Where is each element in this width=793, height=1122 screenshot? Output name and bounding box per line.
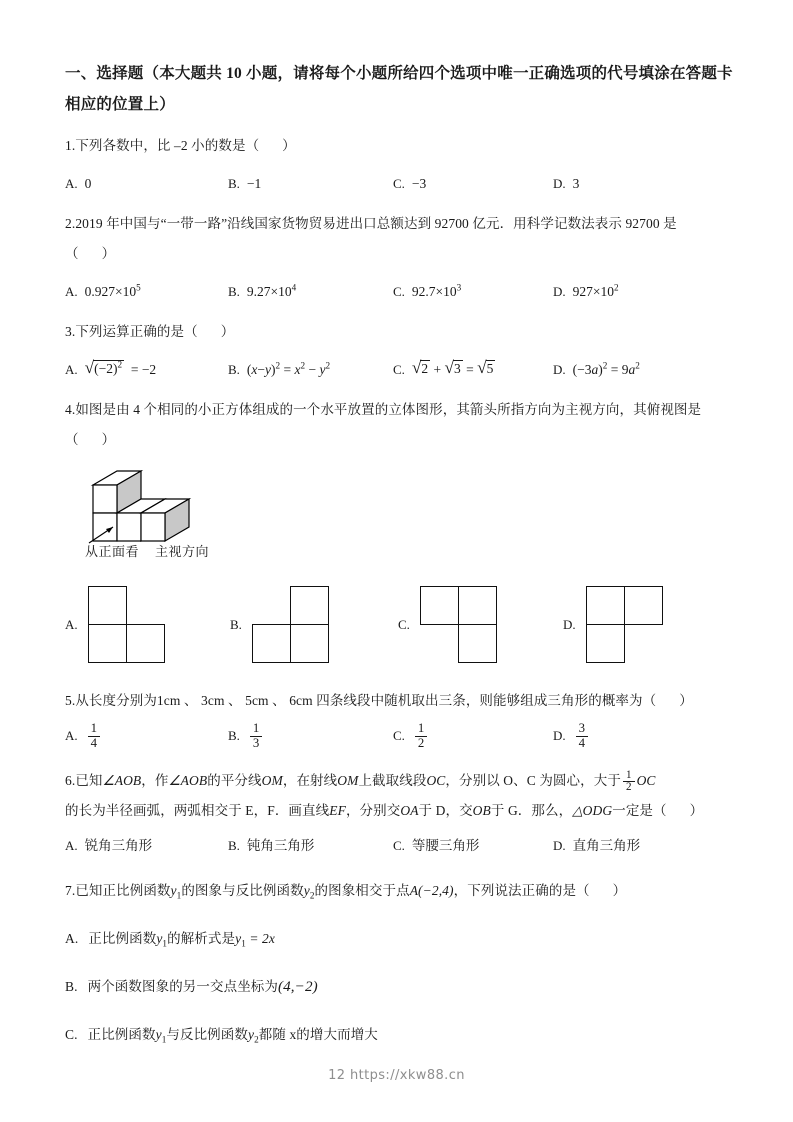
- question-2-text: 2019 年中国与“一带一路”沿线国家货物贸易进出口总额达到 92700 亿元．用科学记数法表示 92700 是: [75, 216, 677, 231]
- option-1-a[interactable]: [65, 170, 228, 198]
- option-4-d-figure: [586, 586, 664, 664]
- q7-y2-sub: 2: [309, 890, 315, 901]
- option-1-d-value: 3: [572, 176, 580, 191]
- question-2-paren-open: （: [65, 246, 79, 261]
- option-2-d-label: D.: [553, 284, 566, 299]
- question-7-stem: [65, 876, 745, 906]
- option-5-d-fraction: [576, 722, 588, 750]
- q6-ob: OB: [472, 803, 491, 818]
- option-2-b-mantissa: 9.27: [246, 284, 271, 299]
- option-1-d[interactable]: [553, 170, 713, 198]
- question-4-figure: [83, 465, 313, 570]
- footer-text: 12 https://xkw88.cn: [328, 1068, 465, 1083]
- question-3-text-end: ）: [220, 324, 235, 339]
- grid-cell-top-right: [290, 586, 329, 625]
- q6-t5: 上截取线段: [358, 773, 427, 788]
- option-6-c[interactable]: [393, 832, 553, 860]
- fraction-numerator: 1: [252, 721, 260, 736]
- fraction-numerator: 1: [625, 768, 632, 781]
- question-4-stem-line2: [65, 425, 745, 455]
- q6-oc-1: OC: [426, 773, 446, 788]
- q6-half-fraction: [623, 770, 635, 794]
- q7-point-a: A(−2,4): [409, 883, 454, 898]
- q6-t1: 已知: [75, 773, 103, 788]
- option-5-d[interactable]: [553, 722, 713, 750]
- q6-om-1: OM: [261, 773, 283, 788]
- question-4-shape-options: [65, 586, 745, 664]
- question-1-text-end: ）: [282, 138, 296, 153]
- question-6-stem-line2: [65, 796, 745, 826]
- option-1-a-value: 0: [84, 176, 92, 191]
- grid-cell-top-left: [420, 586, 459, 625]
- option-5-a[interactable]: [65, 722, 228, 750]
- option-4-a-figure: [88, 586, 166, 664]
- option-3-d-formula: $(-3a)^2 = 9a^2$: [572, 360, 640, 377]
- option-2-a-base: 10: [122, 284, 137, 299]
- option-5-a-label: A.: [65, 728, 78, 743]
- option-1-d-label: D.: [553, 176, 566, 191]
- q7-y2: y: [303, 883, 310, 898]
- grid-cell-bottom-right: [126, 624, 165, 663]
- q7c-y1-sub: 1: [161, 1034, 167, 1045]
- q6-oc-2: OC: [636, 773, 656, 788]
- q6-t6: ，分别以 O、C 为圆心，大于: [445, 773, 621, 788]
- question-1-options: [65, 170, 745, 198]
- q7c-t2: 与反比例函数: [166, 1027, 248, 1042]
- q7c-y2-sub: 2: [254, 1034, 259, 1045]
- q7c-t1: 正比例函数: [87, 1027, 156, 1042]
- question-7-option-b[interactable]: [65, 972, 745, 1002]
- question-1-stem: [65, 131, 745, 161]
- question-5-number: 5.: [65, 693, 76, 708]
- q7-y1-sub: 1: [176, 890, 182, 901]
- option-7-a-label: A.: [65, 931, 79, 946]
- option-4-c-figure: [420, 586, 498, 664]
- option-2-b[interactable]: [228, 278, 393, 306]
- option-3-c-formula: √ 2 + √ 3 = √ 5: [411, 358, 494, 377]
- caption-main-direction: 主视方向: [155, 544, 210, 559]
- q7-t4: ，下列说法正确的是（: [453, 883, 590, 898]
- grid-cell-bottom-left: [586, 624, 625, 663]
- option-4-d[interactable]: [563, 586, 723, 664]
- q7a-t1: 正比例函数: [88, 931, 157, 946]
- cube-stack-icon: [83, 465, 273, 545]
- question-1-text: 下列各数中，比 –2 小的数是（: [75, 138, 260, 153]
- option-5-c-label: C.: [393, 728, 405, 743]
- question-7-blank: [590, 883, 613, 898]
- option-6-c-label: C.: [393, 838, 405, 853]
- option-2-a-times: ×: [115, 284, 123, 299]
- question-1-number: 1.: [65, 138, 76, 153]
- option-6-a-label: A.: [65, 838, 78, 853]
- option-6-d-label: D.: [553, 838, 566, 853]
- grid-cell-bottom-right: [458, 624, 497, 663]
- q6-oa: OA: [400, 803, 419, 818]
- grid-cell-bottom-left: [252, 624, 291, 663]
- option-2-d-times: ×: [592, 284, 601, 299]
- option-5-a-fraction: [88, 722, 100, 750]
- option-3-a-formula: √ $(-2)^2$ = −2: [84, 358, 157, 377]
- q6-t3: 的平分线: [207, 773, 262, 788]
- q7c-y2: y: [247, 1027, 255, 1042]
- q7c-t3: 都随 x的增大而增大: [258, 1027, 378, 1042]
- question-4-paren-open: （: [65, 432, 79, 447]
- q6-t11: 一定是（: [612, 803, 667, 818]
- question-5-text-end: ）: [679, 693, 693, 708]
- option-6-b-label: B.: [228, 838, 240, 853]
- option-4-b-label: B.: [230, 617, 242, 632]
- option-7-c-label: C.: [65, 1027, 78, 1042]
- question-4-blank: [79, 432, 102, 447]
- q6-t2: ，作: [141, 773, 169, 788]
- option-2-d[interactable]: [553, 278, 713, 306]
- page-content: [65, 58, 745, 1050]
- question-6-blank: [667, 803, 690, 818]
- question-6-number: 6.: [65, 773, 76, 788]
- q6-om-2: OM: [337, 773, 359, 788]
- question-3-number: 3.: [65, 324, 76, 339]
- fraction-numerator: 1: [417, 721, 425, 736]
- option-2-c[interactable]: [393, 278, 553, 306]
- option-3-d[interactable]: [553, 356, 713, 384]
- option-2-c-times: ×: [435, 284, 444, 299]
- question-5-options: [65, 722, 745, 750]
- q7a-y1: y: [156, 931, 163, 946]
- q7b-coords: (4,−2): [278, 979, 318, 995]
- fraction-numerator: 3: [578, 721, 586, 736]
- question-2-stem: [65, 209, 745, 239]
- q7a-formula-rest: = 2x: [245, 931, 275, 946]
- option-5-b-fraction: [250, 722, 262, 750]
- question-3-options: [65, 356, 745, 384]
- q6-ef: EF: [329, 803, 346, 818]
- q7a-formula-y: y: [235, 931, 242, 946]
- option-2-a-label: A.: [65, 284, 78, 299]
- question-6-options: [65, 832, 745, 860]
- grid-cell-top-right: [624, 586, 663, 625]
- q7-y1: y: [170, 883, 177, 898]
- option-3-c-label: C.: [393, 362, 405, 377]
- option-1-b-value: −1: [246, 176, 262, 191]
- q6-t8: ，分别交: [345, 803, 401, 818]
- option-2-a-mantissa: 0.927: [84, 284, 116, 299]
- question-7-option-a[interactable]: [65, 924, 745, 954]
- q6-triangle-odg: △ODG: [572, 803, 613, 818]
- question-4-figure-caption: [85, 541, 209, 560]
- question-4-stem: [65, 395, 745, 425]
- option-3-b[interactable]: [228, 356, 393, 384]
- q6-angle-aob-2: ∠AOB: [168, 773, 208, 788]
- q6-t10: 于 G．那么，: [490, 803, 573, 818]
- option-3-a-label: A.: [65, 362, 78, 377]
- option-6-d-value: 直角三角形: [572, 838, 641, 853]
- footer-watermark: [0, 1068, 793, 1083]
- q7a-t2: 的解析式是: [167, 931, 236, 946]
- option-3-b-formula: $(x-y)^2 = x^2 - y^2$: [246, 360, 331, 377]
- grid-cell-bottom-right: [290, 624, 329, 663]
- option-5-d-label: D.: [553, 728, 566, 743]
- q7a-y1-sub: 1: [162, 938, 168, 949]
- question-5-text: 从长度分别为1cm 、 3cm 、 5cm 、 6cm 四条线段中随机取出三条，则能够组成三角形的概率为（: [75, 693, 657, 708]
- option-2-b-exponent: 4: [291, 282, 297, 293]
- grid-cell-top-left: [586, 586, 625, 625]
- q7c-y1: y: [155, 1027, 162, 1042]
- fraction-denominator: 4: [576, 736, 588, 750]
- question-3-stem: [65, 317, 745, 347]
- option-6-d[interactable]: [553, 832, 713, 860]
- q7a-formula-sub: 1: [241, 938, 246, 949]
- q6-t12: ）: [689, 803, 704, 818]
- option-5-b-label: B.: [228, 728, 240, 743]
- option-1-c[interactable]: [393, 170, 553, 198]
- option-3-d-label: D.: [553, 362, 566, 377]
- q6-t9: 于 D，交: [418, 803, 473, 818]
- option-6-a-value: 锐角三角形: [84, 838, 153, 853]
- q7-t5: ）: [612, 883, 627, 898]
- option-2-c-exponent: 3: [456, 282, 462, 293]
- option-5-b[interactable]: [228, 722, 393, 750]
- question-2-stem-line2: [65, 239, 745, 269]
- question-7-number: 7.: [65, 883, 76, 898]
- option-2-b-label: B.: [228, 284, 240, 299]
- question-6-stem-line1: [65, 766, 745, 796]
- option-5-c-fraction: [415, 722, 427, 750]
- option-4-b[interactable]: [230, 586, 398, 664]
- option-2-a-exponent: 5: [136, 282, 141, 293]
- option-3-c[interactable]: [393, 356, 553, 384]
- question-4-number: 4.: [65, 402, 76, 417]
- question-4-text: 如图是由 4 个相同的小正方体组成的一个水平放置的立体图形，其箭头所指方向为主视方向，其俯视图是: [75, 402, 702, 417]
- option-4-c-label: C.: [398, 617, 410, 632]
- option-1-b[interactable]: [228, 170, 393, 198]
- option-1-c-value: −3: [411, 176, 427, 191]
- option-3-a[interactable]: [65, 356, 228, 384]
- option-2-d-mantissa: 927: [572, 284, 593, 299]
- grid-cell-top-right: [458, 586, 497, 625]
- fraction-denominator: 2: [623, 781, 635, 794]
- section-title: 一、选择题（本大题共 10 小题，请将每个小题所给四个选项中唯一正确选项的代号填涂在答题卡相应的位置上）: [65, 65, 733, 113]
- question-5-blank: [656, 693, 679, 708]
- option-2-c-base: 10: [443, 284, 457, 299]
- option-7-b-label: B.: [65, 979, 78, 994]
- option-1-a-label: A.: [65, 176, 78, 191]
- q7-t2: 的图象与反比例函数: [181, 883, 304, 898]
- q6-t7: 的长为半径画弧，两弧相交于 E，F．画直线: [65, 803, 330, 818]
- question-2-number: 2.: [65, 216, 76, 231]
- question-4-paren-close: ）: [101, 432, 116, 447]
- option-4-a-label: A.: [65, 617, 78, 632]
- fraction-numerator: 1: [90, 721, 98, 736]
- q6-t4: ，在射线: [282, 773, 338, 788]
- question-2-blank: [79, 246, 102, 261]
- grid-cell-top-left: [88, 586, 127, 625]
- question-1-blank: [259, 138, 282, 153]
- option-1-c-label: C.: [393, 176, 405, 191]
- q7b-t1: 两个函数图象的另一交点坐标为: [87, 979, 278, 994]
- option-5-c[interactable]: [393, 722, 553, 750]
- option-2-b-times: ×: [270, 284, 279, 299]
- grid-cell-bottom-left: [88, 624, 127, 663]
- option-4-b-figure: [252, 586, 330, 664]
- option-2-c-label: C.: [393, 284, 405, 299]
- fraction-denominator: 4: [88, 736, 100, 750]
- option-6-c-value: 等腰三角形: [411, 838, 480, 853]
- option-4-c[interactable]: [398, 586, 563, 664]
- option-2-d-base: 10: [600, 284, 615, 299]
- question-5-stem: [65, 686, 745, 716]
- q7-t1: 已知正比例函数: [75, 883, 171, 898]
- fraction-denominator: 2: [415, 736, 427, 750]
- option-6-a[interactable]: [65, 832, 228, 860]
- option-4-d-label: D.: [563, 617, 576, 632]
- option-1-b-label: B.: [228, 176, 240, 191]
- fraction-denominator: 3: [250, 736, 262, 750]
- option-2-c-mantissa: 92.7: [411, 284, 436, 299]
- option-2-d-exponent: 2: [614, 282, 619, 293]
- question-2-paren-close: ）: [101, 246, 116, 261]
- option-2-a[interactable]: [65, 278, 228, 306]
- option-3-b-label: B.: [228, 362, 240, 377]
- option-2-b-base: 10: [278, 284, 292, 299]
- caption-front-view: 从正面看: [85, 544, 140, 559]
- question-7-option-c[interactable]: [65, 1020, 745, 1050]
- question-2-options: [65, 278, 745, 306]
- q7-t3: 的图象相交于点: [314, 883, 410, 898]
- option-6-b-value: 钝角三角形: [246, 838, 315, 853]
- option-6-b[interactable]: [228, 832, 393, 860]
- question-3-text: 下列运算正确的是（: [75, 324, 198, 339]
- option-4-a[interactable]: [65, 586, 230, 664]
- question-3-blank: [198, 324, 221, 339]
- q6-angle-aob-1: ∠AOB: [102, 773, 142, 788]
